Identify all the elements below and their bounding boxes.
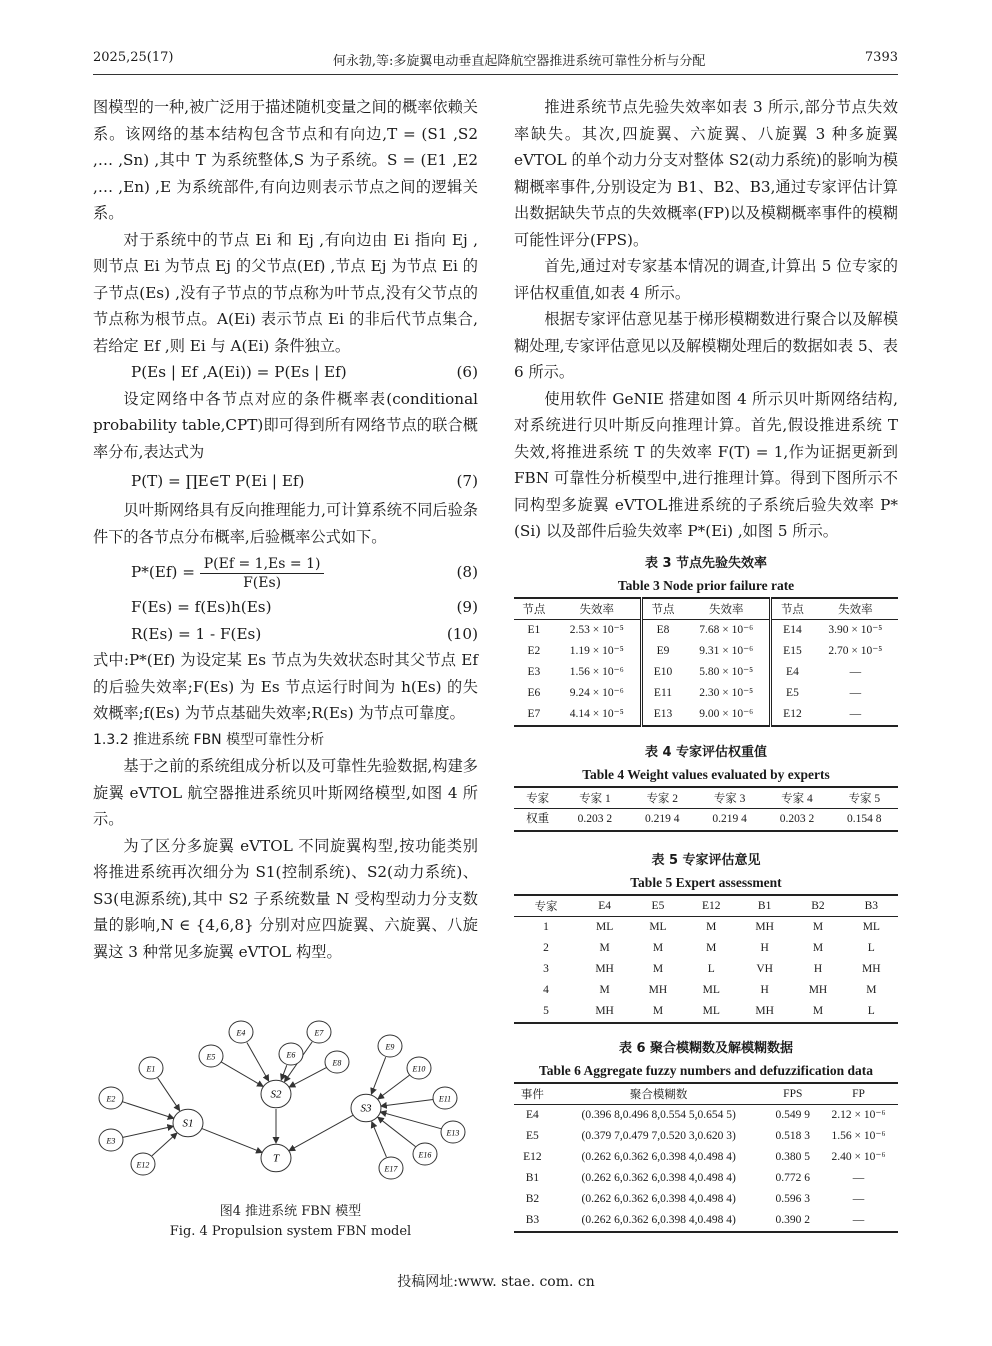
- table-cell: 2.12 × 10⁻⁶: [831, 1109, 886, 1121]
- node-E11: [433, 1087, 457, 1109]
- table-row: [514, 1147, 898, 1168]
- edge-E10-S3: [378, 1075, 409, 1099]
- table-cell: —: [849, 687, 862, 699]
- table-header: 专家 1: [561, 787, 628, 809]
- table-header: E4: [578, 895, 631, 917]
- node-label: E13: [446, 1128, 460, 1138]
- table-cell: M: [791, 1001, 844, 1023]
- table-cell: —: [852, 1172, 865, 1184]
- edge-E12-S1: [152, 1133, 177, 1156]
- table-cell: E13: [641, 704, 683, 726]
- paragraph: 图模型的一种,被广泛用于描述随机变量之间的概率依赖关系。该网络的基本结构包含节点和有向边,T = (S1 ,S2 ,… ,Sn) ,其中 T 为系统整体,S 为子系统。S = (E1 ,E2 ,… ,En) ,E 为系统部件,有向边则表示节点之间的逻辑关系。: [93, 98, 478, 222]
- table-cell: 0.203 2: [561, 809, 628, 832]
- equation-8: [93, 550, 478, 594]
- table-cell: (0.262 6,0.362 6,0.398 4,0.498 4): [581, 1151, 736, 1163]
- table-cell: E8: [641, 620, 683, 642]
- edge-E4-S2: [247, 1042, 269, 1080]
- table-cell: E1: [527, 624, 541, 636]
- node-label: E9: [385, 1042, 395, 1052]
- node-S2: [261, 1080, 291, 1108]
- paragraph: 首先,通过对专家基本情况的调查,计算出 5 位专家的评估权重值,如表 4 所示。: [514, 257, 898, 302]
- table-cell: 3.90 × 10⁻⁵: [828, 624, 883, 636]
- table: [514, 597, 898, 727]
- table-cell: ML: [685, 1001, 738, 1023]
- table-cell: E7: [514, 704, 554, 726]
- table-cell: H: [760, 984, 769, 996]
- equation-number: (6): [456, 363, 478, 381]
- table: [514, 894, 898, 1024]
- table-header: 事件: [514, 1083, 551, 1105]
- table-row: [514, 704, 898, 726]
- table-cell: L: [845, 1001, 898, 1023]
- table-cell: 0.518 3: [775, 1130, 811, 1142]
- paragraph: 基于之前的系统组成分析以及可靠性先验数据,构建多旋翼 eVTOL 航空器推进系统贝叶斯网络模型,如图 4 所示。: [93, 757, 478, 828]
- table-cell: 2: [543, 942, 549, 954]
- table-cell: ML: [702, 984, 720, 996]
- edge-E3-S1: [123, 1126, 174, 1137]
- node-label: E7: [314, 1028, 324, 1038]
- table-row: [514, 809, 898, 832]
- edge-E6-S2: [281, 1065, 287, 1080]
- header-issue: 2025,25(17): [93, 50, 174, 65]
- table-caption-en: Table 4 Weight values evaluated by experts: [582, 767, 830, 782]
- right-column: [514, 94, 898, 545]
- node-label: E6: [286, 1050, 296, 1060]
- table-4: [514, 742, 898, 832]
- table-cell: M: [706, 921, 717, 933]
- table-header: 节点: [771, 598, 813, 620]
- edge-E9-S3: [371, 1057, 385, 1094]
- node-label: E8: [332, 1058, 342, 1068]
- table-row: [514, 1001, 898, 1023]
- table-cell: 9.24 × 10⁻⁶: [569, 687, 624, 699]
- node-E14: [413, 1143, 437, 1165]
- header-page-number: 7393: [864, 50, 898, 65]
- table-cell: E4: [771, 662, 813, 683]
- table-cell: MH: [648, 984, 668, 996]
- table-cell: (0.262 6,0.362 6,0.398 4,0.498 4): [581, 1193, 736, 1205]
- node-E13: [441, 1121, 465, 1143]
- left-column: [93, 94, 478, 965]
- table-cell: MH: [578, 1001, 631, 1023]
- table-header: B2: [791, 895, 844, 917]
- paragraph: 使用软件 GeNIE 搭建如图 4 所示贝叶斯网络结构,对系统进行贝叶斯反向推理计算。首先,假设推进系统 T 失效,将推进系统 T 的失效率 F(T) = 1,作为证据更新到 FBN 可靠性分析模型中,进行推理计算。得到下图所示不同构型多旋翼 eVTOL推进系统的子系统后验失效率 P*(Si) 以及部件后验失效率 P*(Ei) ,如图 5 所示。: [514, 389, 898, 540]
- table-row: [514, 1210, 898, 1232]
- table-header: 失效率: [813, 598, 898, 620]
- table-caption-en: Table 5 Expert assessment: [630, 875, 782, 890]
- table-cell: E14: [771, 620, 813, 642]
- table-cell: 5: [514, 1001, 578, 1023]
- node-E6: [279, 1043, 303, 1065]
- table-cell: 2.30 × 10⁻⁵: [699, 687, 754, 699]
- node-label: E11: [438, 1094, 452, 1104]
- fbn-diagram: [93, 1008, 488, 1198]
- table-row: [514, 1126, 898, 1147]
- table-cell: B3: [514, 1210, 551, 1232]
- table-cell: 0.380 5: [775, 1151, 811, 1163]
- table-cell: 2.70 × 10⁻⁵: [828, 645, 883, 657]
- header-rule: [93, 74, 898, 75]
- table-cell: (0.396 8,0.496 8,0.554 5,0.654 5): [581, 1109, 736, 1121]
- table-cell: —: [819, 1210, 898, 1232]
- table-header: E12: [685, 895, 738, 917]
- table-cell: M: [706, 942, 717, 954]
- node-label: E12: [136, 1160, 150, 1170]
- table-cell: E12: [771, 704, 813, 726]
- edge-E15-S3: [372, 1122, 387, 1157]
- table-5: [514, 850, 898, 1024]
- table-caption-cn: 表 3 节点先验失效率: [644, 556, 768, 571]
- table-cell: 权重: [514, 809, 561, 832]
- equation-body: P(T) = ∏E∈T P(Ei | Ef): [131, 472, 305, 490]
- edge-E2-S1: [122, 1102, 173, 1119]
- table-header: 聚合模糊数: [551, 1083, 767, 1105]
- equation-fraction: [200, 555, 325, 592]
- table-cell: 7.68 × 10⁻⁶: [699, 624, 754, 636]
- table-cell: MH: [862, 963, 881, 975]
- table: [514, 1082, 898, 1233]
- table-header: 失效率: [554, 598, 642, 620]
- node-T: [261, 1144, 291, 1172]
- node-label: E10: [412, 1064, 426, 1074]
- table-cell: E3: [527, 666, 541, 678]
- table-cell: M: [631, 1001, 684, 1023]
- table-row: [514, 1105, 898, 1127]
- table-cell: M: [652, 963, 664, 975]
- node-label: E2: [106, 1094, 116, 1104]
- node-E5: [199, 1045, 223, 1067]
- table-cell: 0.219 4: [629, 809, 696, 832]
- fraction-denominator: F(Es): [243, 574, 282, 591]
- table-header: B3: [845, 895, 898, 917]
- edge-E11-S3: [381, 1100, 433, 1107]
- table-row: [514, 683, 898, 704]
- paragraph: 对于系统中的节点 Ei 和 Ej ,有向边由 Ei 指向 Ej ,则节点 Ei 为节点 Ej 的父节点(Ef) ,节点 Ej 为节点 Ei 的子节点(Es) ,没有子节点的节点称为叶节点,没有父节点的节点称为根节点。A(Ei) 表示节点 Ei 的非后代节点集合,若给定 Ef ,则 Ei 与 A(Ei) 条件独立。: [93, 230, 478, 355]
- table-cell: L: [867, 942, 875, 954]
- edge-E8-S2: [289, 1068, 326, 1087]
- node-E10: [407, 1057, 431, 1079]
- table-cell: (0.262 6,0.362 6,0.398 4,0.498 4): [551, 1210, 767, 1232]
- node-label: S1: [182, 1117, 194, 1130]
- node-S3: [351, 1094, 381, 1122]
- section-heading: 1.3.2 推进系统 FBN 模型可靠性分析: [93, 731, 325, 748]
- paragraph: 根据专家评估意见基于梯形模糊数进行聚合以及解模糊处理,专家评估意见以及解模糊处理后的数据如表 5、表 6 所示。: [514, 310, 898, 381]
- table-3: [514, 553, 898, 727]
- table-cell: M: [652, 942, 664, 954]
- table-cell: 1.56 × 10⁻⁶: [569, 666, 624, 678]
- table-row: [514, 1168, 898, 1189]
- table-cell: H: [760, 942, 769, 954]
- table-cell: —: [813, 704, 898, 726]
- table-header: 专家: [514, 895, 578, 917]
- equation-body: F(Es) = f(Es)h(Es): [131, 598, 272, 616]
- running-header: [93, 50, 898, 69]
- node-label: S2: [270, 1088, 282, 1101]
- node-E12: [131, 1153, 155, 1175]
- table-cell: —: [849, 666, 862, 678]
- table-header: 节点: [641, 598, 683, 620]
- paragraph: 推进系统节点先验失效率如表 3 所示,部分节点失效率缺失。其次,四旋翼、六旋翼、八旋翼 3 种多旋翼 eVTOL 的单个动力分支对整体 S2(动力系统)的影响为模糊概率事件,分别设定为 B1、B2、B3,通过专家评估计算出数据缺失节点的失效概率(FP)以及模糊概率事件的模糊可能性评分(FPS)。: [514, 98, 898, 249]
- node-E3: [99, 1129, 123, 1151]
- table-row: [514, 620, 898, 642]
- node-label: E16: [418, 1150, 432, 1160]
- figure-caption-cn: 图4 推进系统 FBN 模型: [219, 1204, 362, 1219]
- table-header: 专家 2: [629, 787, 696, 809]
- fraction-numerator: P(Ef = 1,Es = 1): [200, 555, 325, 574]
- table-caption-en: Table 6 Aggregate fuzzy numbers and defuzzification data: [538, 1063, 874, 1078]
- node-E2: [99, 1087, 123, 1109]
- table-cell: ML: [649, 921, 667, 933]
- table-cell: M: [866, 984, 877, 996]
- table-caption-cn: 表 5 专家评估意见: [651, 853, 761, 868]
- table-cell: 2.40 × 10⁻⁶: [831, 1151, 886, 1163]
- table-header: FP: [819, 1083, 898, 1105]
- table-6: [514, 1038, 898, 1233]
- node-E8: [325, 1051, 349, 1073]
- table-header: 节点: [514, 598, 554, 620]
- table-cell: 4.14 × 10⁻⁵: [554, 704, 642, 726]
- table-cell: 5.80 × 10⁻⁵: [699, 666, 754, 678]
- equation-7: [93, 465, 478, 497]
- table-header: 失效率: [683, 598, 771, 620]
- table-cell: E4: [526, 1109, 539, 1121]
- node-E15: [379, 1157, 403, 1179]
- edge-S3-T: [289, 1115, 353, 1150]
- table-cell: 0.219 4: [696, 809, 763, 832]
- equation-6: [93, 359, 478, 386]
- table-cell: 2.53 × 10⁻⁵: [569, 624, 624, 636]
- table-cell: —: [852, 1193, 865, 1205]
- edge-E5-S2: [221, 1062, 263, 1086]
- table-caption-cn: 表 6 聚合模糊数及解模糊数据: [618, 1041, 794, 1056]
- table-cell: MH: [808, 984, 828, 996]
- equation-number: (9): [456, 598, 478, 616]
- equation-body: R(Es) = 1 - F(Es): [131, 624, 262, 643]
- table-cell: L: [707, 963, 715, 975]
- table-cell: E5: [771, 683, 813, 704]
- table-cell: M: [599, 984, 610, 996]
- edge-E14-S3: [378, 1117, 416, 1146]
- table-cell: M: [599, 942, 610, 954]
- node-label: E4: [236, 1028, 246, 1038]
- header-title: 何永勃,等:多旋翼电动垂直起降航空器推进系统可靠性分析与分配: [332, 54, 706, 69]
- table-cell: 1: [543, 921, 549, 933]
- table-row: [514, 662, 898, 683]
- table-cell: M: [812, 942, 824, 954]
- table-cell: 0.203 2: [763, 809, 830, 832]
- table-cell: B1: [525, 1172, 540, 1184]
- figure-caption-en: Fig. 4 Propulsion system FBN model: [169, 1224, 412, 1239]
- table-cell: 9.31 × 10⁻⁶: [699, 645, 754, 657]
- node-label: T: [272, 1152, 280, 1165]
- table-cell: ML: [595, 921, 614, 933]
- table-row: [514, 959, 898, 980]
- table-row: [514, 938, 898, 959]
- table-cell: E9: [641, 641, 683, 662]
- table-header: 专家: [514, 787, 561, 809]
- table-header: 专家 4: [763, 787, 830, 809]
- figure-4: [93, 1008, 488, 1202]
- equation-number: (8): [456, 563, 478, 581]
- table-cell: E15: [771, 641, 813, 662]
- table-cell: H: [813, 963, 823, 975]
- table-cell: ML: [862, 921, 880, 933]
- node-E9: [378, 1035, 402, 1057]
- table-cell: E10: [641, 662, 683, 683]
- node-E4: [229, 1021, 253, 1043]
- node-label: S3: [360, 1102, 372, 1115]
- table-header: E5: [631, 895, 684, 917]
- table-cell: VH: [756, 963, 773, 975]
- table-row: [514, 641, 898, 662]
- table-cell: E12: [523, 1151, 542, 1163]
- node-S1: [173, 1109, 203, 1137]
- table-row: [514, 980, 898, 1001]
- node-label: E17: [384, 1164, 398, 1174]
- paragraph: 为了区分多旋翼 eVTOL 不同旋翼构型,按功能类别将推进系统再次细分为 S1(控制系统)、S2(动力系统)、S3(电源系统),其中 S2 子系统数量 N 受构型动力分支数量的影响,N ∈ {4,6,8} 分别对应四旋翼、六旋翼、八旋翼这 3 种常见多旋翼 eVTOL 构型。: [93, 836, 478, 961]
- equation-lhs: P*(Ef) =: [131, 563, 195, 581]
- node-label: E3: [106, 1136, 116, 1146]
- node-E1: [139, 1057, 163, 1079]
- node-label: E1: [146, 1064, 156, 1074]
- table-header: FPS: [767, 1083, 819, 1105]
- table-row: [514, 917, 898, 939]
- equation-number: (10): [446, 624, 478, 643]
- table-cell: 9.00 × 10⁻⁶: [683, 704, 771, 726]
- table-header: 专家 3: [696, 787, 763, 809]
- table-header: 专家 5: [831, 787, 898, 809]
- table-row: [514, 1189, 898, 1210]
- node-label: E5: [206, 1052, 216, 1062]
- table-cell: 0.596 3: [775, 1193, 811, 1205]
- edge-E1-S1: [158, 1078, 180, 1111]
- table: [514, 786, 898, 832]
- table-cell: 0.154 8: [831, 809, 898, 832]
- table-cell: B2: [525, 1193, 540, 1205]
- footer-url: 投稿网址:www. stae. com. cn: [397, 1274, 595, 1290]
- table-cell: E11: [641, 683, 683, 704]
- table-cell: MH: [755, 921, 774, 933]
- table-cell: E6: [527, 687, 541, 699]
- table-cell: 1.56 × 10⁻⁶: [831, 1130, 886, 1142]
- table-header: B1: [738, 895, 791, 917]
- table-cell: (0.379 7,0.479 7,0.520 3,0.620 3): [581, 1130, 736, 1142]
- table-cell: 0.390 2: [767, 1210, 819, 1232]
- table-cell: E2: [527, 645, 541, 657]
- table-cell: 1.19 × 10⁻⁵: [569, 645, 624, 657]
- table-caption-en: Table 3 Node prior failure rate: [617, 578, 795, 593]
- table-cell: 3: [543, 963, 549, 975]
- equation-9: [93, 594, 478, 621]
- table-caption-cn: 表 4 专家评估权重值: [644, 745, 768, 760]
- table-cell: E5: [526, 1130, 539, 1142]
- equation-number: (7): [456, 472, 478, 490]
- table-cell: 4: [543, 984, 549, 996]
- paragraph: 贝叶斯网络具有反向推理能力,可计算系统不同后验条件下的各节点分布概率,后验概率公式如下。: [93, 501, 478, 546]
- paragraph: 式中:P*(Ef) 为设定某 Es 节点为失效状态时其父节点 Ef 的后验失效率;F(Es) 为 Es 节点运行时间为 h(Es) 的失效概率;f(Es) 为节点基础失效率;R(Es) 为节点可靠度。: [93, 651, 478, 722]
- table-cell: 0.549 9: [775, 1109, 811, 1121]
- table-cell: (0.262 6,0.362 6,0.398 4,0.498 4): [581, 1172, 736, 1184]
- paragraph: 设定网络中各节点对应的条件概率表(conditional probability table,CPT)即可得到所有网络节点的联合概率分布,表达式为: [93, 389, 478, 461]
- table-cell: MH: [738, 1001, 791, 1023]
- table-cell: 0.772 6: [775, 1172, 811, 1184]
- equation-10: [93, 621, 478, 648]
- node-E7: [307, 1021, 331, 1043]
- table-cell: MH: [595, 963, 614, 975]
- equation-body: P(Es | Ef ,A(Ei)) = P(Es | Ef): [131, 363, 347, 381]
- edge-S1-T: [202, 1129, 262, 1153]
- table-cell: M: [812, 921, 824, 933]
